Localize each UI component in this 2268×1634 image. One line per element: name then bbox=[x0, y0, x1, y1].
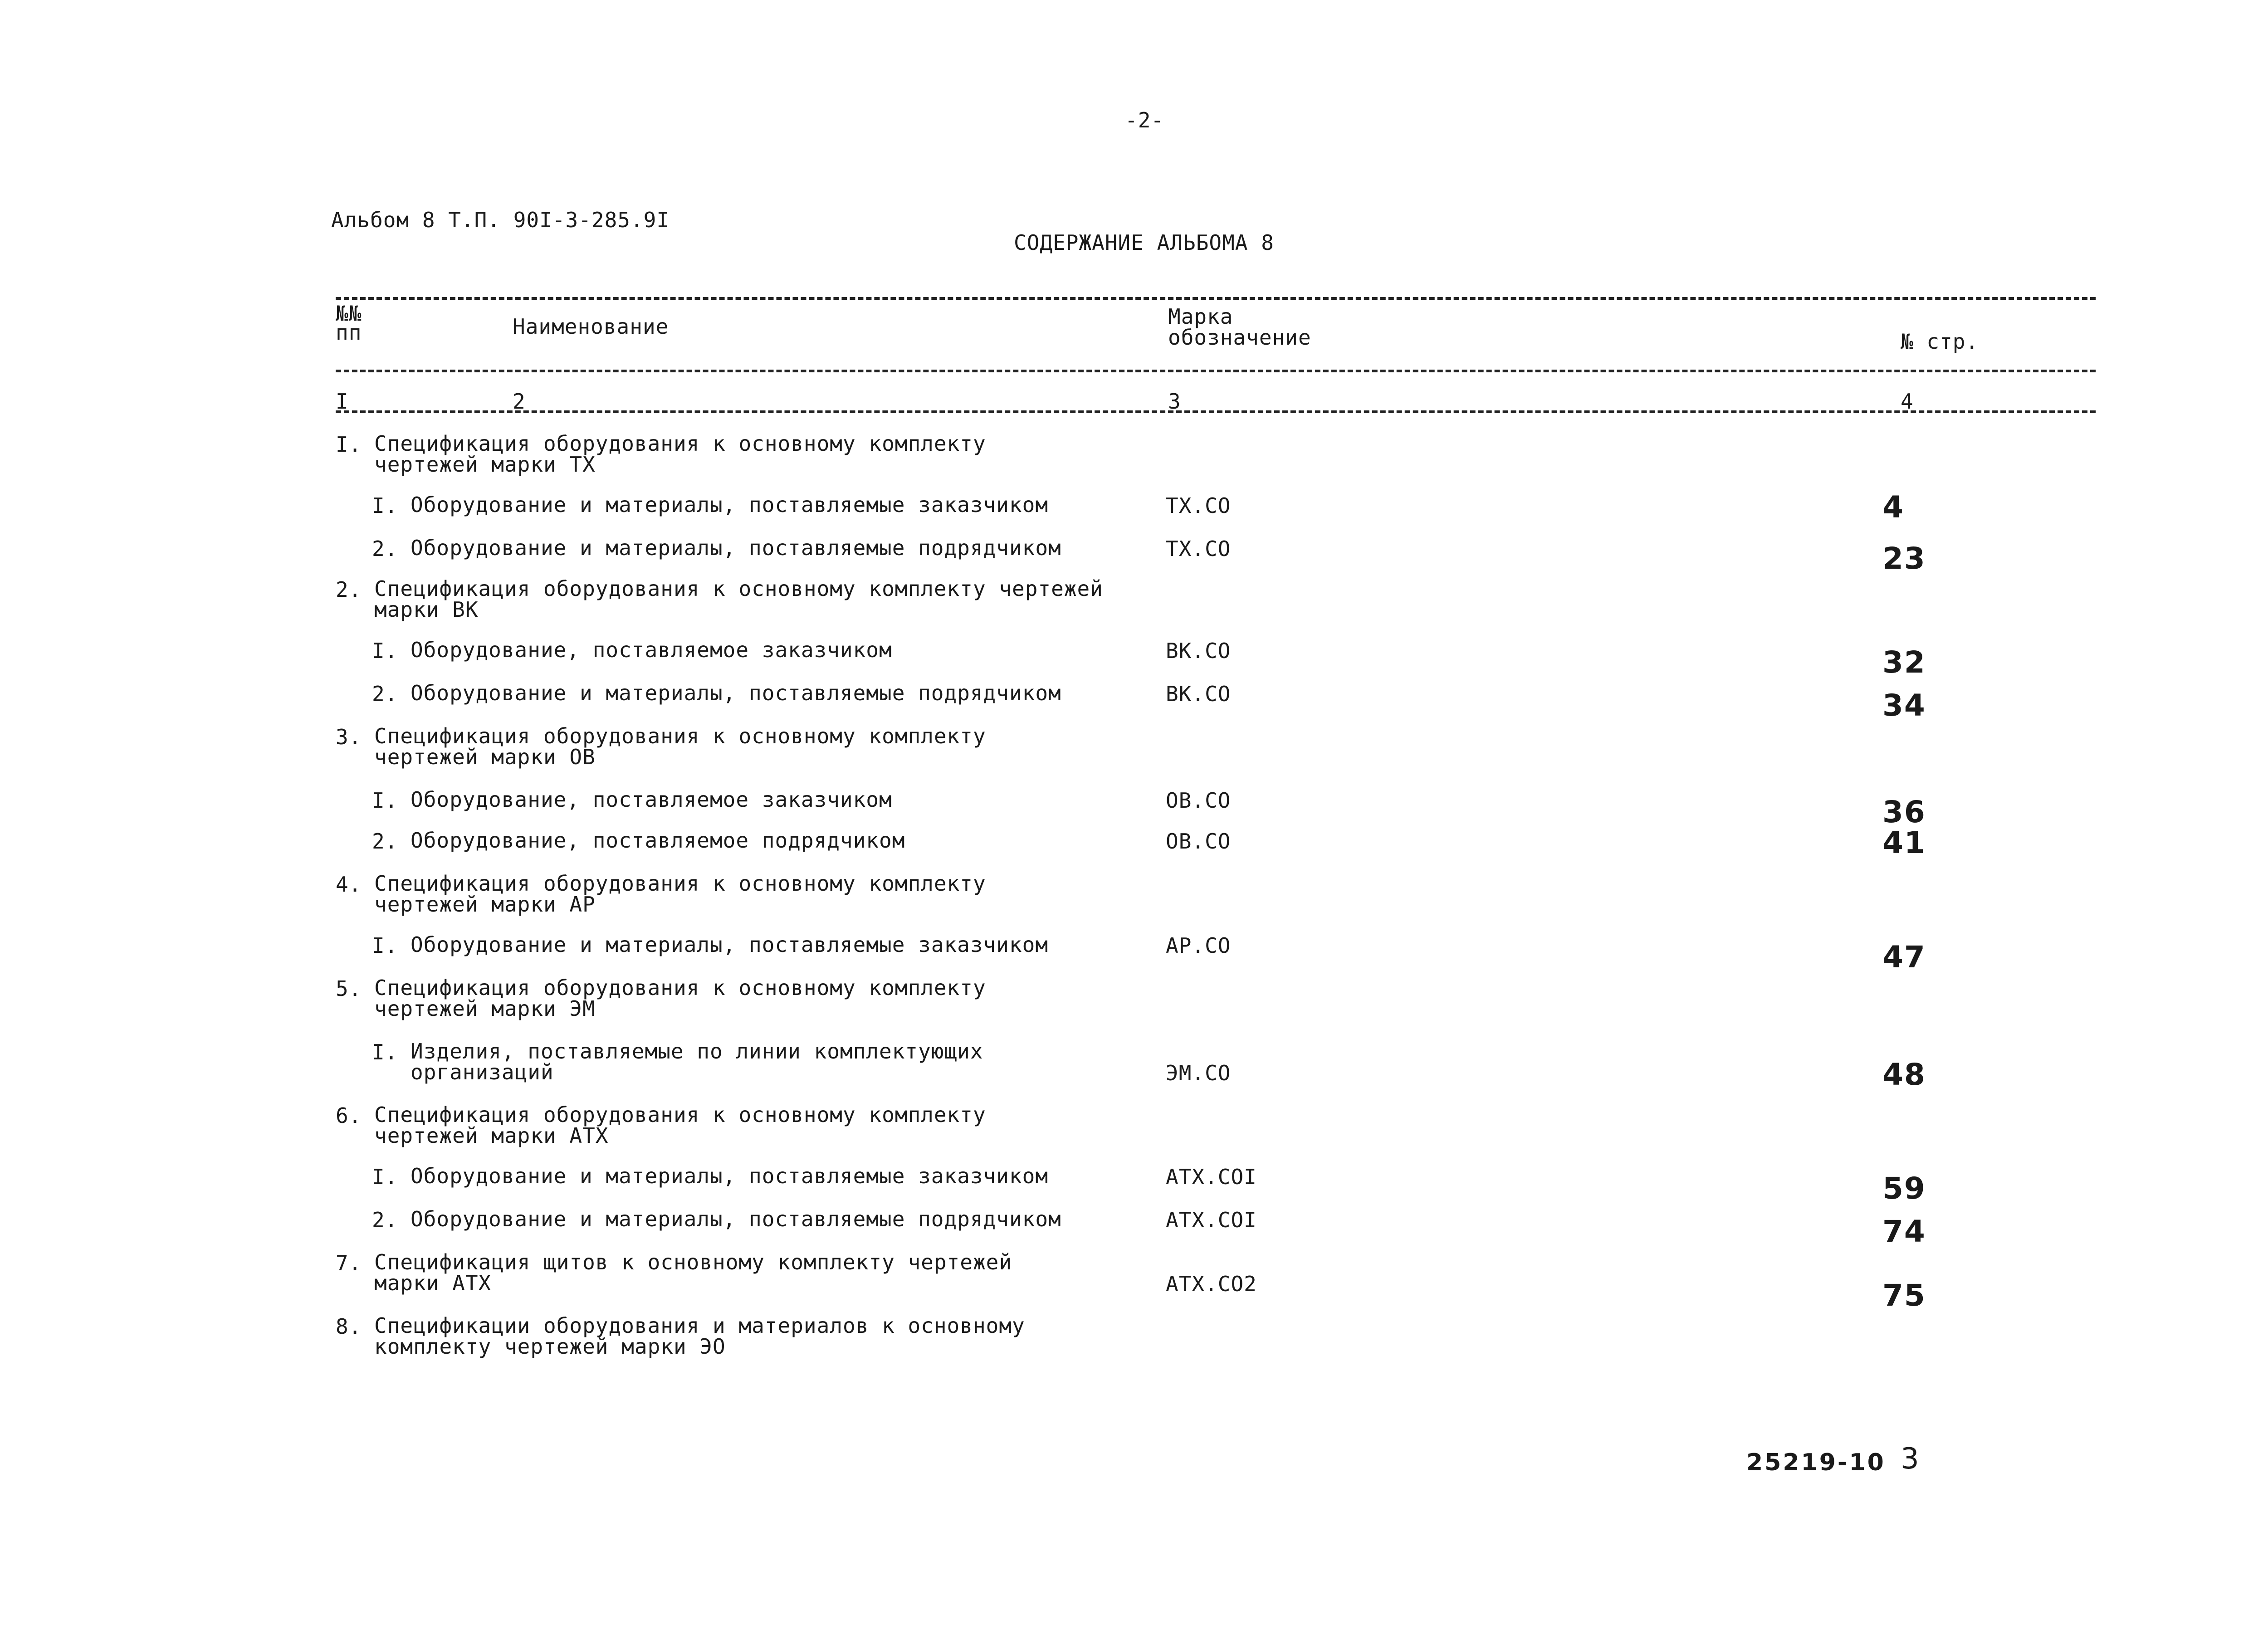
row-mark: ТХ.СО bbox=[1166, 537, 1231, 561]
header-number: №№ пп bbox=[336, 301, 362, 345]
row-page: 41 bbox=[1882, 825, 1926, 860]
row-name: Спецификация оборудования к основному комплекту чертежей марки АТХ bbox=[374, 1102, 986, 1148]
header-top-rule bbox=[336, 297, 2096, 300]
page-number: -2- bbox=[1125, 108, 1164, 132]
row-number: 2. bbox=[372, 1208, 398, 1232]
row-page: 34 bbox=[1882, 688, 1926, 723]
row-name: Оборудование и материалы, поставляемые подрядчиком bbox=[411, 1207, 1061, 1231]
page-title: СОДЕРЖАНИЕ АЛЬБОМА 8 bbox=[1014, 230, 1274, 255]
row-mark: АТХ.СОI bbox=[1166, 1165, 1257, 1189]
row-page: 75 bbox=[1882, 1278, 1926, 1313]
row-name: Спецификация оборудования к основному комплекту чертежей марки ВК bbox=[374, 576, 1103, 622]
row-number: I. bbox=[372, 1165, 398, 1189]
column-number-4: 4 bbox=[1901, 389, 1914, 414]
row-number: 6. bbox=[336, 1103, 362, 1128]
row-number: 2. bbox=[336, 577, 362, 602]
column-numbers-rule bbox=[336, 410, 2096, 413]
row-mark: АР.СО bbox=[1166, 933, 1231, 958]
row-name: Изделия, поставляемые по линии комплектующих организаций bbox=[411, 1039, 983, 1084]
row-page: 32 bbox=[1882, 645, 1926, 680]
row-name: Спецификация оборудования к основному комплекту чертежей марки ЭМ bbox=[374, 976, 986, 1021]
row-number: 2. bbox=[372, 682, 398, 706]
row-page: 74 bbox=[1882, 1214, 1926, 1249]
row-name: Оборудование и материалы, поставляемые заказчиком bbox=[411, 932, 1049, 957]
row-name: Оборудование и материалы, поставляемые заказчиком bbox=[411, 1164, 1049, 1188]
row-name: Спецификация щитов к основному комплекту чертежей марки АТХ bbox=[374, 1250, 1012, 1295]
row-name: Спецификация оборудования к основному комплекту чертежей марки ТХ bbox=[374, 431, 986, 477]
row-name: Оборудование и материалы, поставляемые подрядчиком bbox=[411, 536, 1061, 560]
document-code: 25219-10 bbox=[1746, 1449, 1886, 1476]
row-mark: ТХ.СО bbox=[1166, 493, 1231, 518]
row-page: 47 bbox=[1882, 940, 1926, 975]
header-bottom-rule bbox=[336, 370, 2096, 372]
row-number: I. bbox=[372, 493, 398, 518]
header-mark: Марка обозначение bbox=[1168, 304, 1311, 350]
row-number: 2. bbox=[372, 829, 398, 854]
row-number: 8. bbox=[336, 1314, 362, 1339]
row-name: Спецификация оборудования к основному комплекту чертежей марки АР bbox=[374, 871, 986, 917]
row-page: 48 bbox=[1882, 1057, 1926, 1092]
row-mark: ВК.СО bbox=[1166, 639, 1231, 663]
row-page: 36 bbox=[1882, 795, 1926, 829]
row-page: 59 bbox=[1882, 1171, 1926, 1206]
column-number-3: 3 bbox=[1168, 389, 1181, 414]
row-number: 4. bbox=[336, 872, 362, 897]
row-number: 5. bbox=[336, 976, 362, 1001]
row-name: Спецификация оборудования к основному комплекту чертежей марки ОВ bbox=[374, 724, 986, 769]
row-page: 23 bbox=[1882, 541, 1926, 576]
header-name: Наименование bbox=[513, 314, 669, 339]
row-mark: ВК.СО bbox=[1166, 682, 1231, 706]
row-number: I. bbox=[372, 933, 398, 958]
sheet-number: 3 bbox=[1901, 1442, 1919, 1476]
album-reference: Альбом 8 Т.П. 90I-3-285.9I bbox=[331, 208, 670, 232]
row-number: 7. bbox=[336, 1251, 362, 1275]
row-mark: ЭМ.СО bbox=[1166, 1061, 1231, 1085]
row-name: Оборудование и материалы, поставляемые подрядчиком bbox=[411, 681, 1061, 705]
column-number-2: 2 bbox=[513, 389, 526, 414]
row-number: I. bbox=[336, 432, 362, 457]
row-number: 3. bbox=[336, 725, 362, 749]
row-name: Оборудование, поставляемое подрядчиком bbox=[411, 828, 905, 853]
row-number: I. bbox=[372, 639, 398, 663]
header-page: № стр. bbox=[1901, 329, 1979, 354]
row-number: 2. bbox=[372, 537, 398, 561]
column-number-1: I bbox=[336, 389, 349, 414]
row-name: Оборудование, поставляемое заказчиком bbox=[411, 638, 892, 662]
row-page: 4 bbox=[1882, 490, 1904, 525]
row-mark: ОВ.СО bbox=[1166, 788, 1231, 813]
row-mark: АТХ.СОI bbox=[1166, 1208, 1257, 1232]
row-mark: АТХ.СО2 bbox=[1166, 1272, 1257, 1296]
row-name: Оборудование и материалы, поставляемые заказчиком bbox=[411, 493, 1049, 517]
row-number: I. bbox=[372, 788, 398, 813]
row-mark: ОВ.СО bbox=[1166, 829, 1231, 854]
row-number: I. bbox=[372, 1040, 398, 1064]
row-name: Спецификации оборудования и материалов к основному комплекту чертежей марки ЭО bbox=[374, 1313, 1025, 1359]
row-name: Оборудование, поставляемое заказчиком bbox=[411, 787, 892, 812]
